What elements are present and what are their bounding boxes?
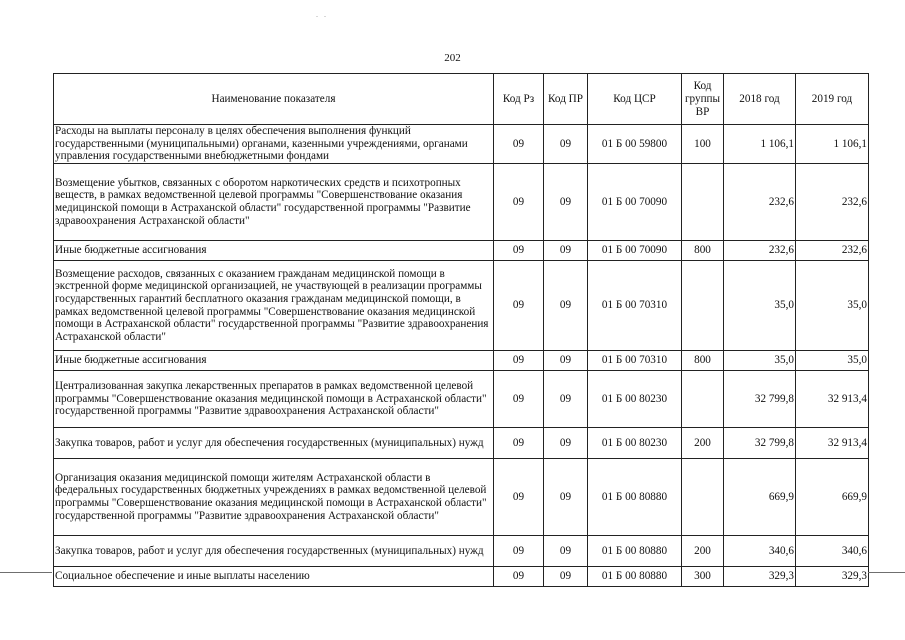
table-row <box>54 241 869 261</box>
row-pr: 09 <box>544 164 588 241</box>
row-vr: 800 <box>682 351 724 371</box>
row-2019: 35,0 <box>796 351 869 371</box>
row-2018: 32 799,8 <box>724 371 796 428</box>
row-rz: 09 <box>494 241 544 261</box>
row-pr: 09 <box>544 241 588 261</box>
row-csr: 01 Б 00 80880 <box>588 536 682 567</box>
table-row <box>54 164 869 241</box>
row-pr: 09 <box>544 371 588 428</box>
row-2019: 232,6 <box>796 241 869 261</box>
header-name: Наименование показателя <box>54 74 494 125</box>
row-rz: 09 <box>494 536 544 567</box>
row-name: Иные бюджетные ассигнования <box>54 241 494 261</box>
scan-line-right <box>868 572 905 573</box>
row-2019: 232,6 <box>796 164 869 241</box>
row-name: Централизованная закупка лекарственных препаратов в рамках ведомственной целевой программы "Совершенствование оказания медицинской помощи в Астраханской области" государственной программы "Развитие здравоохранения Астраханской области" <box>54 371 494 428</box>
row-pr: 09 <box>544 261 588 351</box>
row-pr: 09 <box>544 459 588 536</box>
row-pr: 09 <box>544 428 588 459</box>
row-vr <box>682 164 724 241</box>
table-row <box>54 536 869 567</box>
row-name: Социальное обеспечение и иные выплаты населению <box>54 567 494 587</box>
row-csr: 01 Б 00 80880 <box>588 459 682 536</box>
row-rz: 09 <box>494 164 544 241</box>
row-vr <box>682 261 724 351</box>
row-name: Иные бюджетные ассигнования <box>54 351 494 371</box>
row-csr: 01 Б 00 80230 <box>588 371 682 428</box>
row-2019: 32 913,4 <box>796 371 869 428</box>
scan-line-left <box>0 572 52 573</box>
row-pr: 09 <box>544 536 588 567</box>
header-2018: 2018 год <box>724 74 796 125</box>
row-rz: 09 <box>494 351 544 371</box>
row-name: Закупка товаров, работ и услуг для обеспечения государственных (муниципальных) нужд <box>54 428 494 459</box>
row-2018: 329,3 <box>724 567 796 587</box>
row-name: Расходы на выплаты персоналу в целях обеспечения выполнения функций государственными (муниципальными) органами, казенными учреждениями, органами управления государственными внебюджетными фондами <box>54 125 494 164</box>
row-csr: 01 Б 00 70310 <box>588 261 682 351</box>
row-2018: 32 799,8 <box>724 428 796 459</box>
row-name: Возмещение убытков, связанных с оборотом наркотических средств и психотропных веществ, в рамках ведомственной целевой программы "Совершенствование оказания медицинской помощи в Астраханской области" государственной программы "Развитие здравоохранения Астраханской области" <box>54 164 494 241</box>
table-row <box>54 371 869 428</box>
table-row <box>54 261 869 351</box>
row-csr: 01 Б 00 70310 <box>588 351 682 371</box>
table-row <box>54 428 869 459</box>
row-vr <box>682 371 724 428</box>
row-vr: 100 <box>682 125 724 164</box>
row-2018: 35,0 <box>724 261 796 351</box>
row-2019: 340,6 <box>796 536 869 567</box>
table-header-row <box>54 74 869 125</box>
header-rz: Код Рз <box>494 74 544 125</box>
row-name: Возмещение расходов, связанных с оказанием гражданам медицинской помощи в экстренной форме медицинской организацией, не участвующей в реализации программы государственных гарантий бесплатного оказания гражданам медицинской помощи, в рамках ведомственной целевой программы "Совершенствование оказания медицинской помощи в Астраханской области" государственной программы "Развитие здравоохранения Астраханской области" <box>54 261 494 351</box>
row-rz: 09 <box>494 567 544 587</box>
row-2019: 1 106,1 <box>796 125 869 164</box>
header-vr: Код группы ВР <box>682 74 724 125</box>
header-pr: Код ПР <box>544 74 588 125</box>
budget-table <box>53 73 869 587</box>
row-csr: 01 Б 00 70090 <box>588 164 682 241</box>
row-2018: 35,0 <box>724 351 796 371</box>
row-vr: 200 <box>682 536 724 567</box>
row-vr <box>682 459 724 536</box>
row-2018: 232,6 <box>724 164 796 241</box>
row-rz: 09 <box>494 261 544 351</box>
page-number: 202 <box>444 52 461 64</box>
row-rz: 09 <box>494 371 544 428</box>
row-2018: 669,9 <box>724 459 796 536</box>
scan-artifact: . . <box>316 10 328 19</box>
row-csr: 01 Б 00 70090 <box>588 241 682 261</box>
row-2019: 329,3 <box>796 567 869 587</box>
table-row <box>54 459 869 536</box>
row-pr: 09 <box>544 567 588 587</box>
table-row <box>54 567 869 587</box>
row-2019: 32 913,4 <box>796 428 869 459</box>
table-row <box>54 125 869 164</box>
row-pr: 09 <box>544 125 588 164</box>
row-2018: 1 106,1 <box>724 125 796 164</box>
row-2018: 232,6 <box>724 241 796 261</box>
table-row <box>54 351 869 371</box>
row-2019: 35,0 <box>796 261 869 351</box>
row-csr: 01 Б 00 80230 <box>588 428 682 459</box>
row-rz: 09 <box>494 459 544 536</box>
header-2019: 2019 год <box>796 74 869 125</box>
row-csr: 01 Б 00 80880 <box>588 567 682 587</box>
header-csr: Код ЦСР <box>588 74 682 125</box>
row-vr: 300 <box>682 567 724 587</box>
row-name: Закупка товаров, работ и услуг для обеспечения государственных (муниципальных) нужд <box>54 536 494 567</box>
row-2019: 669,9 <box>796 459 869 536</box>
row-2018: 340,6 <box>724 536 796 567</box>
row-name: Организация оказания медицинской помощи жителям Астраханской области в федеральных государственных бюджетных учреждениях в рамках ведомственной целевой программы "Совершенствование оказания медицинской помощи в Астраханской области" государственной программы "Развитие здравоохранения Астраханской области" <box>54 459 494 536</box>
row-vr: 200 <box>682 428 724 459</box>
row-rz: 09 <box>494 428 544 459</box>
row-pr: 09 <box>544 351 588 371</box>
row-rz: 09 <box>494 125 544 164</box>
row-vr: 800 <box>682 241 724 261</box>
row-csr: 01 Б 00 59800 <box>588 125 682 164</box>
